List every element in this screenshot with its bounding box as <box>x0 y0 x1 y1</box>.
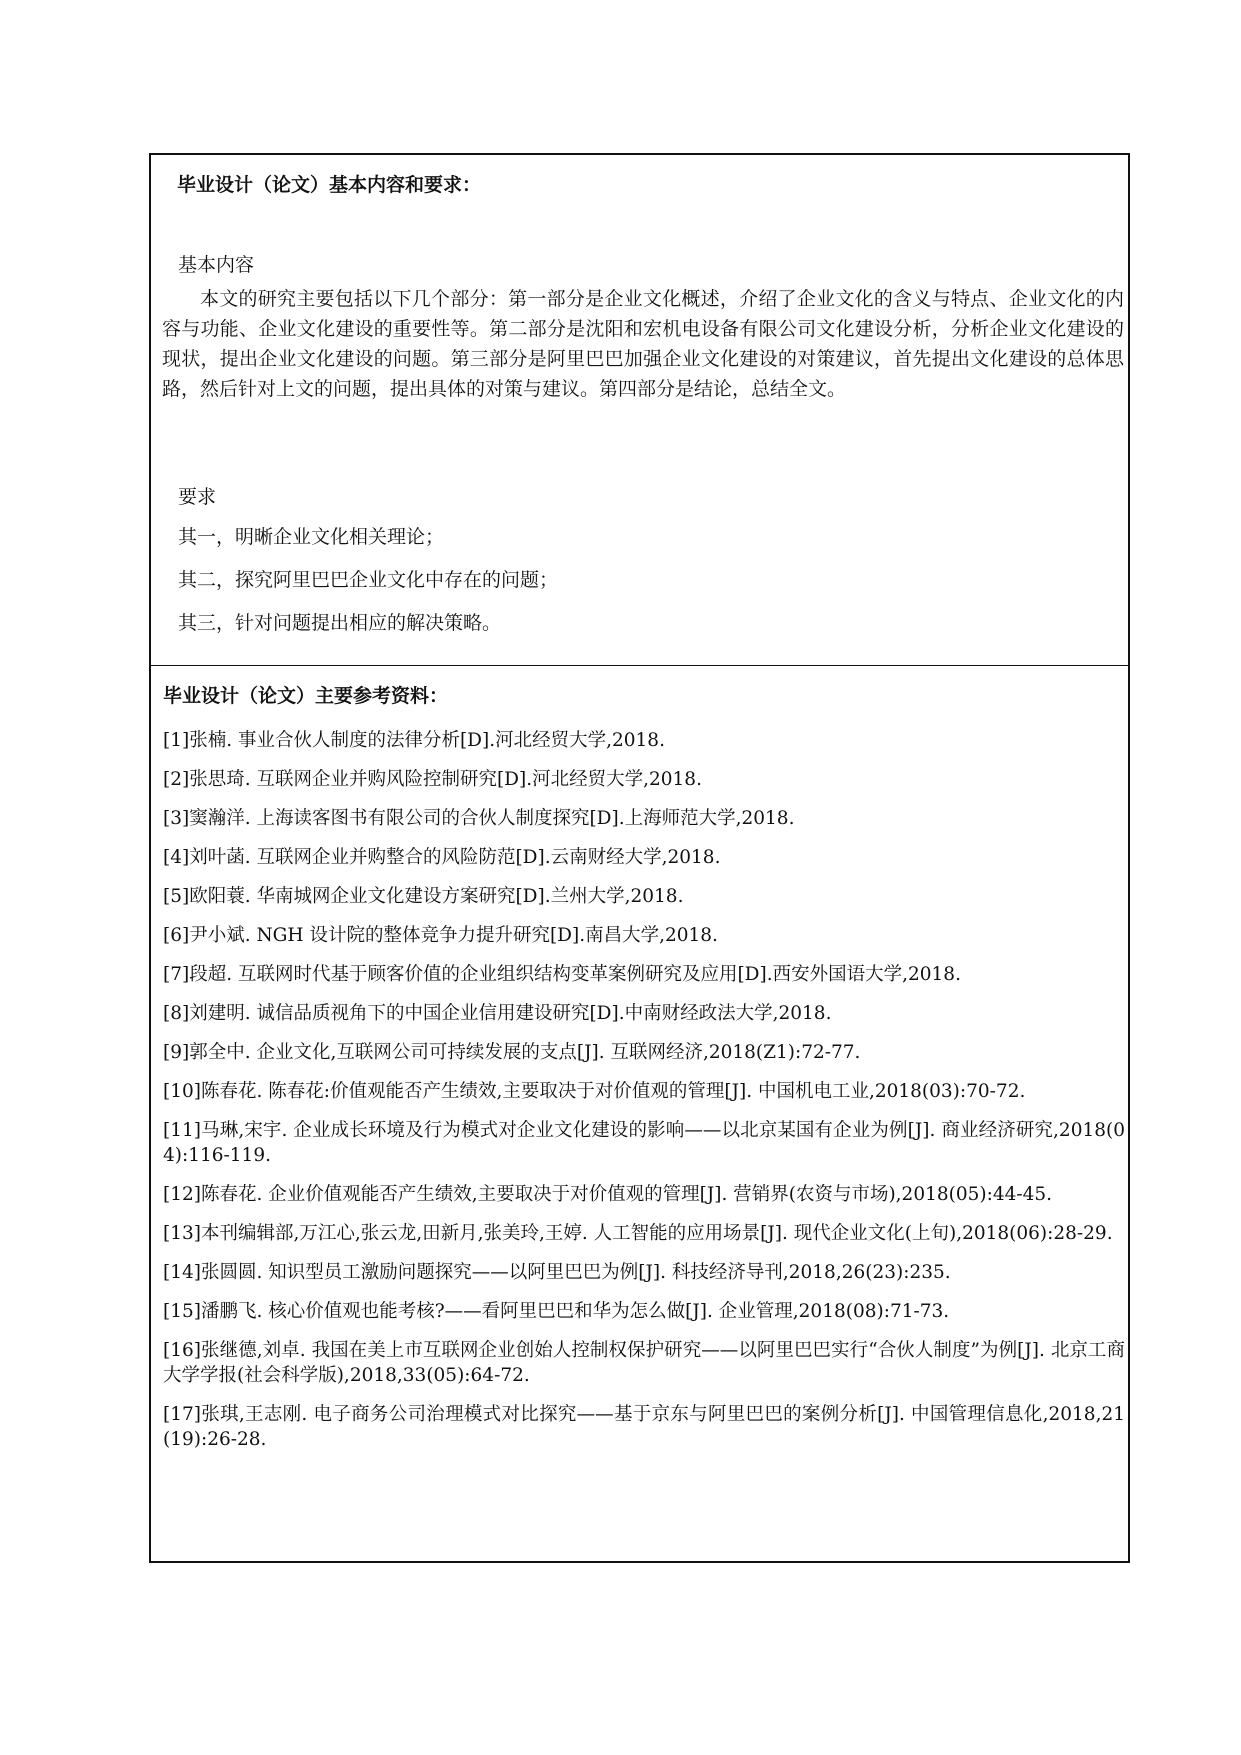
reference-item: [7]段超. 互联网时代基于顾客价值的企业组织结构变革案例研究及应用[D].西安外国语大学,2018. <box>163 964 961 985</box>
reference-item: [11]马琳,宋宇. 企业成长环境及行为模式对企业文化建设的影响——以北京某国有企业为例[J]. 商业经济研究,2018(04):116-119. <box>163 1120 1125 1166</box>
content-requirements-heading: 毕业设计（论文）基本内容和要求： <box>177 174 482 196</box>
reference-item: [4]刘叶菡. 互联网企业并购整合的风险防范[D].云南财经大学,2018. <box>163 847 721 868</box>
references-section <box>151 666 1128 1561</box>
reference-item: [1]张楠. 事业合伙人制度的法律分析[D].河北经贸大学,2018. <box>163 730 665 751</box>
reference-item: [10]陈春花. 陈春花:价值观能否产生绩效,主要取决于对价值观的管理[J]. 中国机电工业,2018(03):70-72. <box>163 1081 1026 1102</box>
reference-item: [13]本刊编辑部,万江心,张云龙,田新月,张美玲,王婷. 人工智能的应用场景[J]. 现代企业文化(上旬),2018(06):28-29. <box>163 1223 1113 1244</box>
basic-content-paragraph: 本文的研究主要包括以下几个部分：第一部分是企业文化概述，介绍了企业文化的含义与特点、企业文化的内容与功能、企业文化建设的重要性等。第二部分是沈阳和宏机电设备有限公司文化建设分析，分析企业文化建设的现状，提出企业文化建设的问题。第三部分是阿里巴巴加强企业文化建设的对策建议，首先提出文化建设的总体思路，然后针对上文的问题，提出具体的对策与建议。第四部分是结论，总结全文。 <box>162 288 1124 400</box>
requirement-item-1: 其一，明晰企业文化相关理论； <box>178 526 445 548</box>
reference-item: [12]陈春花. 企业价值观能否产生绩效,主要取决于对价值观的管理[J]. 营销界(农资与市场),2018(05):44-45. <box>163 1184 1053 1205</box>
reference-item: [9]郭全中. 企业文化,互联网公司可持续发展的支点[J]. 互联网经济,2018(Z1):72-77. <box>163 1042 861 1063</box>
requirement-item-2: 其二，探究阿里巴巴企业文化中存在的问题； <box>178 569 559 591</box>
content-requirements-section <box>151 155 1128 666</box>
reference-item: [2]张思琦. 互联网企业并购风险控制研究[D].河北经贸大学,2018. <box>163 769 702 790</box>
references-heading: 毕业设计（论文）主要参考资料： <box>163 685 449 707</box>
reference-list <box>163 728 1125 1466</box>
reference-item: [6]尹小斌. NGH 设计院的整体竞争力提升研究[D].南昌大学,2018. <box>163 925 718 946</box>
reference-item: [16]张继德,刘卓. 我国在美上市互联网企业创始人控制权保护研究——以阿里巴巴实行“合伙人制度”为例[J]. 北京工商大学学报(社会科学版),2018,33(05):64-72. <box>163 1340 1125 1386</box>
reference-item: [15]潘鹏飞. 核心价值观也能考核?——看阿里巴巴和华为怎么做[J]. 企业管理,2018(08):71-73. <box>163 1301 950 1322</box>
basic-content-label: 基本内容 <box>178 254 255 276</box>
requirements-label: 要求 <box>178 486 217 508</box>
reference-item: [14]张圆圆. 知识型员工激励问题探究——以阿里巴巴为例[J]. 科技经济导刊,2018,26(23):235. <box>163 1262 951 1283</box>
reference-item: [8]刘建明. 诚信品质视角下的中国企业信用建设研究[D].中南财经政法大学,2018. <box>163 1003 832 1024</box>
reference-item: [5]欧阳蓑. 华南城网企业文化建设方案研究[D].兰州大学,2018. <box>163 886 684 907</box>
requirement-item-3: 其三，针对问题提出相应的解决策略。 <box>178 612 502 634</box>
form-table <box>149 153 1130 1563</box>
reference-item: [3]窦瀚洋. 上海读客图书有限公司的合伙人制度探究[D].上海师范大学,2018. <box>163 808 795 829</box>
reference-item: [17]张琪,王志刚. 电子商务公司治理模式对比探究——基于京东与阿里巴巴的案例分析[J]. 中国管理信息化,2018,21(19):26-28. <box>163 1404 1125 1450</box>
